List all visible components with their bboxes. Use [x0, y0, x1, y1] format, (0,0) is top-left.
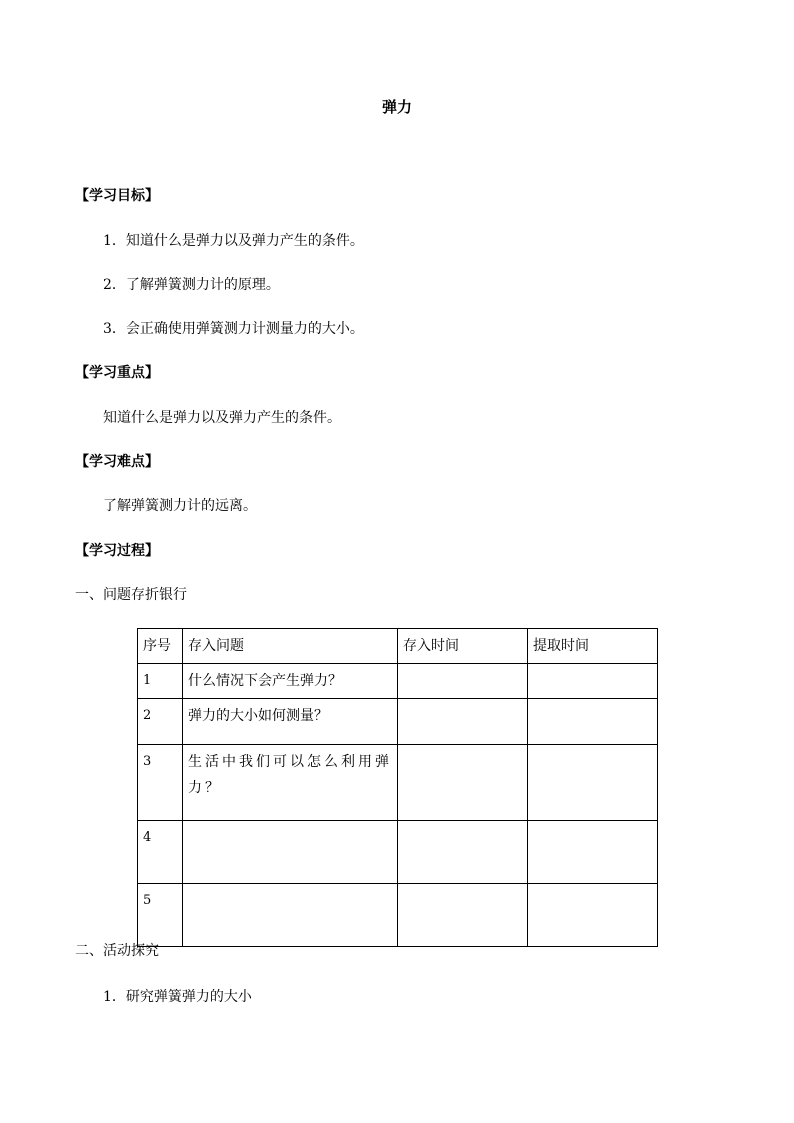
- objectives-heading: 【学习目标】: [75, 188, 159, 204]
- table-row: [138, 699, 658, 745]
- table-cell: [528, 699, 658, 745]
- table-cell: [398, 699, 528, 745]
- table-cell: [398, 745, 528, 821]
- objective-item-3: 3．会正确使用弹簧测力计测量力的大小。: [103, 321, 364, 337]
- section-2-heading: 二、活动探究: [75, 943, 159, 959]
- subsection-1-heading: 1．研究弹簧弹力的大小: [103, 989, 252, 1005]
- table-cell: [398, 664, 528, 699]
- objective-item-2: 2．了解弹簧测力计的原理。: [103, 277, 280, 293]
- section-1-heading: 一、问题存折银行: [75, 587, 187, 603]
- table-cell: 3: [138, 745, 183, 821]
- table-header-cell: 提取时间: [528, 629, 658, 664]
- table-header-row: [138, 629, 658, 664]
- table-cell: 4: [138, 821, 183, 884]
- table-row: [138, 664, 658, 699]
- table-cell: [528, 664, 658, 699]
- table-cell: [183, 821, 398, 884]
- table-cell: [398, 884, 528, 947]
- table-cell: 什么情况下会产生弹力？: [183, 664, 398, 699]
- table-header-cell: 序号: [138, 629, 183, 664]
- table-cell: [528, 821, 658, 884]
- key-points-text: 知道什么是弹力以及弹力产生的条件。: [103, 410, 341, 426]
- table-cell: [528, 884, 658, 947]
- objective-item-1: 1．知道什么是弹力以及弹力产生的条件。: [103, 233, 364, 249]
- page-title: 弹力: [381, 98, 412, 116]
- difficulties-text: 了解弹簧测力计的远离。: [103, 498, 257, 514]
- table-cell: 2: [138, 699, 183, 745]
- difficulties-heading: 【学习难点】: [75, 454, 159, 470]
- question-bank-table: [137, 628, 658, 947]
- table-row: [138, 884, 658, 947]
- table-cell: 5: [138, 884, 183, 947]
- table-row: [138, 745, 658, 821]
- table-cell: 1: [138, 664, 183, 699]
- table-cell: [183, 884, 398, 947]
- table-header-cell: 存入问题: [183, 629, 398, 664]
- table-header-cell: 存入时间: [398, 629, 528, 664]
- table-cell: [528, 745, 658, 821]
- table-cell: 生活中我们可以怎么利用弹力？: [183, 745, 398, 821]
- key-points-heading: 【学习重点】: [75, 365, 159, 381]
- table-cell: 弹力的大小如何测量？: [183, 699, 398, 745]
- table-cell: [398, 821, 528, 884]
- table-row: [138, 821, 658, 884]
- process-heading: 【学习过程】: [75, 543, 159, 559]
